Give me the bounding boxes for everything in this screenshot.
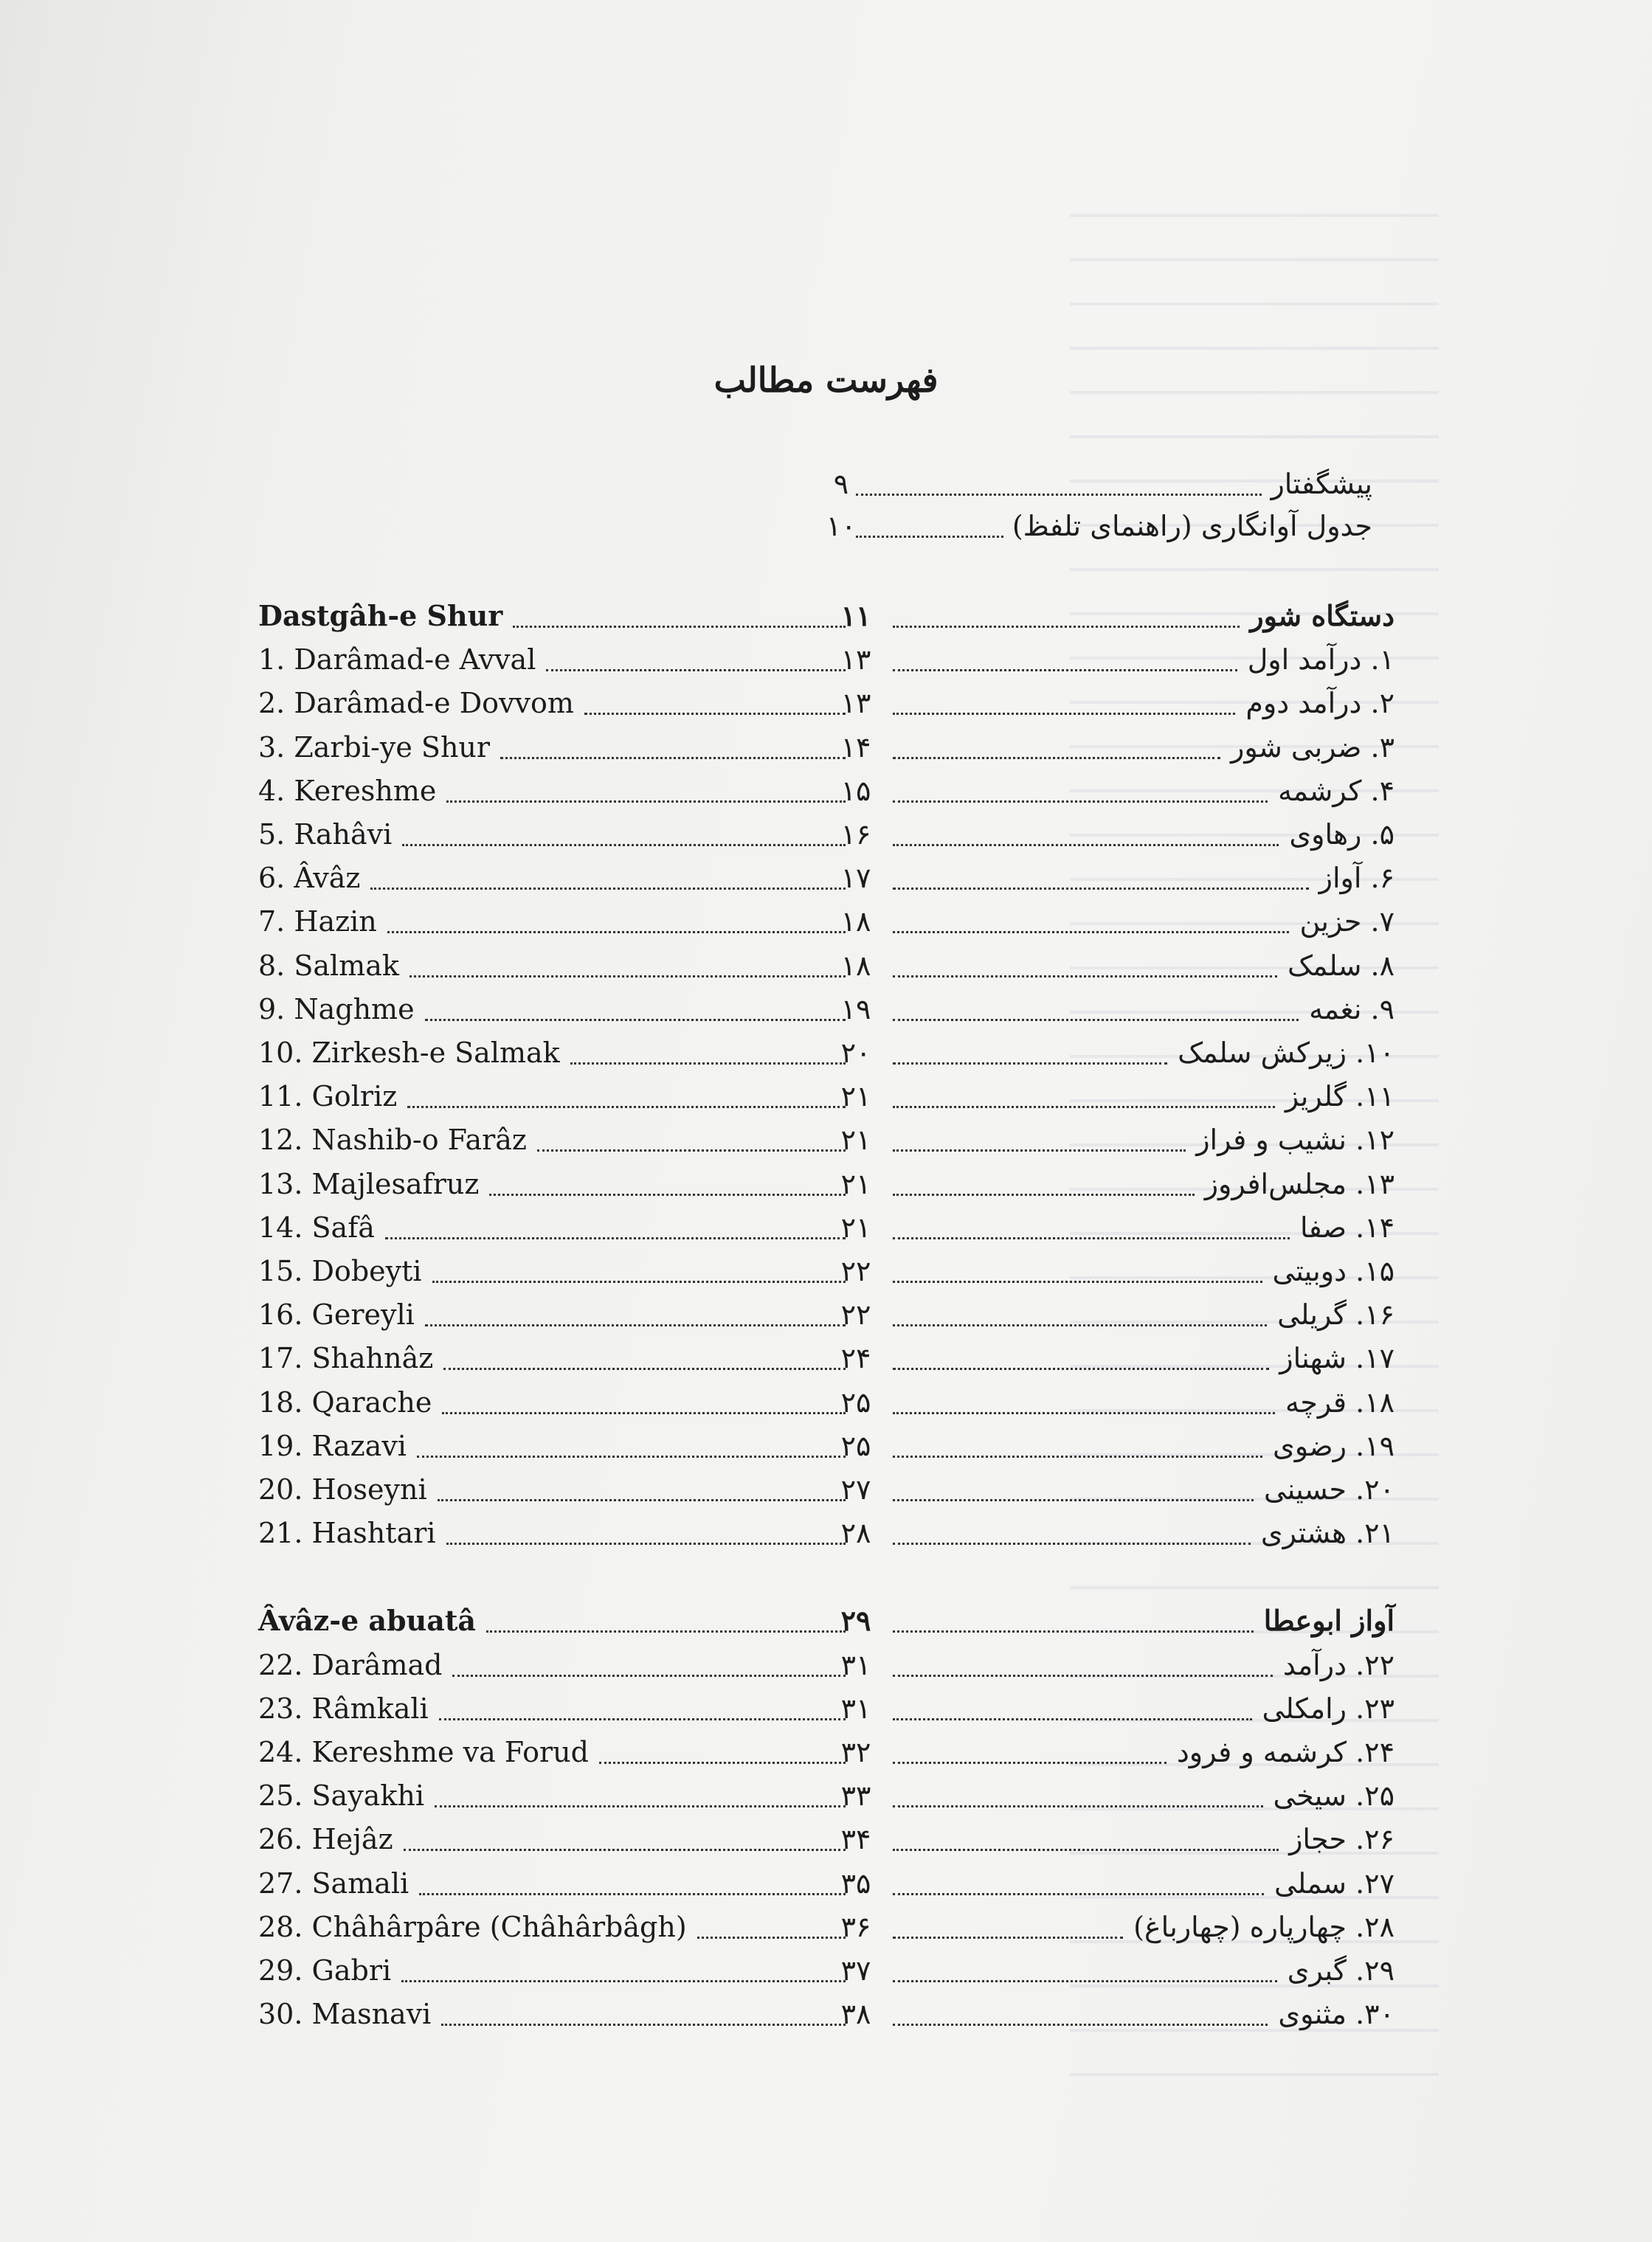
- leader-dots: [385, 1237, 846, 1239]
- persian-entry: [893, 1688, 1394, 1729]
- leader-dots: [443, 1368, 846, 1370]
- persian-title: ۵. رهاوی: [1289, 818, 1394, 851]
- page-number: ۳۵: [840, 1867, 871, 1900]
- latin-entry: [258, 682, 849, 724]
- persian-title: ۲۲. درآمد: [1282, 1649, 1394, 1681]
- latin-title: 21. Hashtari: [258, 1517, 436, 1549]
- leader-dots: [432, 1281, 846, 1283]
- page-number: ۲۰: [840, 1037, 871, 1069]
- page-number: ۲۵: [840, 1386, 871, 1419]
- leader-dots: [893, 626, 1240, 628]
- page-number: ۳۷: [840, 1954, 871, 1987]
- leader-dots: [438, 1499, 846, 1501]
- toc-row-preface: [0, 463, 1652, 505]
- leader-dots: [893, 1937, 1123, 1939]
- persian-entry: [893, 639, 1394, 680]
- toc-row: [0, 1863, 1652, 1904]
- persian-title: ۱۹. رضوی: [1273, 1430, 1394, 1462]
- persian-title: ۱۵. دوبیتی: [1272, 1255, 1394, 1287]
- leader-dots: [446, 800, 846, 803]
- latin-title: 8. Salmak: [258, 949, 399, 982]
- persian-title: ۱۴. صفا: [1299, 1211, 1394, 1244]
- page-number: ۲۱: [840, 1168, 871, 1200]
- latin-entry: [258, 1338, 849, 1379]
- page-number: ۱۵: [840, 775, 871, 807]
- page-number: ۲۱: [840, 1124, 871, 1156]
- persian-title: ۱۶. گریلی: [1277, 1298, 1394, 1331]
- persian-entry: [893, 814, 1394, 855]
- leader-dots: [893, 1893, 1264, 1895]
- latin-entry: [258, 1163, 849, 1205]
- persian-title: ۲۹. گبری: [1287, 1954, 1394, 1987]
- latin-entry: [258, 1819, 849, 1860]
- persian-entry: [893, 1993, 1394, 2035]
- leader-dots: [419, 1893, 846, 1895]
- page-number: ۳۱: [840, 1649, 871, 1681]
- latin-title: 11. Golriz: [258, 1080, 398, 1113]
- toc-row: [0, 1250, 1652, 1292]
- toc-row: [0, 770, 1652, 812]
- persian-title: ۳. ضربی شور: [1231, 731, 1394, 764]
- leader-dots: [513, 626, 846, 628]
- page-number: ۳۴: [840, 1823, 871, 1855]
- latin-entry: [258, 639, 849, 680]
- leader-dots: [893, 800, 1268, 803]
- leader-dots: [435, 1805, 846, 1807]
- leader-dots: [584, 713, 846, 715]
- latin-entry: [258, 989, 849, 1030]
- leader-dots: [893, 1237, 1290, 1239]
- latin-entry: [258, 1425, 849, 1467]
- persian-entry: [893, 1512, 1394, 1554]
- leader-dots: [442, 1412, 846, 1414]
- page-number: ۱۳: [840, 687, 871, 719]
- persian-title: ۱۸. قرچه: [1285, 1386, 1394, 1419]
- persian-entry: [893, 1250, 1394, 1292]
- leader-dots: [893, 1675, 1273, 1677]
- toc-row: [0, 1163, 1652, 1205]
- leader-dots: [370, 888, 846, 890]
- page-number: ۱۹: [840, 993, 871, 1025]
- leader-dots: [893, 1762, 1167, 1764]
- persian-entry: [893, 770, 1394, 812]
- leader-dots: [417, 1456, 846, 1458]
- latin-entry: [258, 857, 849, 899]
- persian-title: ۸. سلمک: [1288, 949, 1394, 982]
- leader-dots: [893, 1324, 1267, 1326]
- latin-title: 16. Gereyli: [258, 1298, 415, 1331]
- leader-dots: [409, 975, 846, 978]
- leader-dots: [893, 1106, 1275, 1108]
- latin-entry: [258, 1382, 849, 1423]
- page-number: ۲۲: [840, 1255, 871, 1287]
- toc-row: [0, 1993, 1652, 2035]
- latin-entry: [258, 1469, 849, 1510]
- toc-row: [0, 1906, 1652, 1948]
- leader-dots: [856, 494, 1262, 496]
- persian-entry: [893, 1294, 1394, 1335]
- persian-title: ۷. حزین: [1299, 905, 1394, 938]
- latin-entry: [258, 901, 849, 942]
- toc-row: [0, 639, 1652, 680]
- toc-row: [0, 1775, 1652, 1816]
- leader-dots: [500, 757, 846, 759]
- leader-dots: [452, 1675, 846, 1677]
- leader-dots: [893, 713, 1235, 715]
- persian-entry: [893, 945, 1394, 986]
- page-title: فهرست مطالب: [713, 360, 939, 400]
- persian-title: ۲۶. حجاز: [1289, 1823, 1394, 1855]
- latin-title: 7. Hazin: [258, 905, 377, 938]
- leader-dots: [856, 536, 1003, 538]
- latin-title: 27. Samali: [258, 1867, 409, 1900]
- toc-row: [0, 1425, 1652, 1467]
- leader-dots: [599, 1762, 846, 1764]
- persian-entry: [856, 463, 1372, 505]
- persian-title: ۹. نغمه: [1309, 993, 1394, 1025]
- persian-entry: [893, 1338, 1394, 1379]
- persian-entry: [893, 1600, 1394, 1641]
- persian-title: ۲۰. حسینی: [1264, 1473, 1394, 1506]
- latin-entry: [258, 945, 849, 986]
- latin-entry: [258, 1032, 849, 1073]
- persian-title: ۴. کرشمه: [1278, 775, 1394, 807]
- persian-entry: [893, 1425, 1394, 1467]
- persian-title: ۲۳. رامکلی: [1262, 1692, 1394, 1725]
- toc-row: [0, 857, 1652, 899]
- page-number: ۱۸: [840, 905, 871, 938]
- page-number: ۱۸: [840, 949, 871, 982]
- toc-row: [0, 1512, 1652, 1554]
- latin-entry: [258, 1993, 849, 2035]
- leader-dots: [893, 844, 1279, 846]
- latin-entry: [258, 1775, 849, 1816]
- leader-dots: [446, 1543, 846, 1545]
- page-number: ۲۷: [840, 1473, 871, 1506]
- latin-title: 25. Sayakhi: [258, 1779, 424, 1812]
- latin-entry: [258, 1644, 849, 1686]
- toc-row: [0, 901, 1652, 942]
- persian-title: جدول آوانگاری (راهنمای تلفظ): [1012, 510, 1372, 542]
- page-number: ۹: [833, 468, 849, 500]
- persian-title: ۱۷. شهناز: [1279, 1342, 1394, 1374]
- leader-dots: [893, 1630, 1254, 1633]
- leader-dots: [893, 1281, 1262, 1283]
- persian-entry: [893, 1469, 1394, 1510]
- persian-title: پیشگفتار: [1271, 468, 1372, 500]
- persian-title: ۱۱. گلریز: [1285, 1080, 1394, 1113]
- latin-entry: [258, 1294, 849, 1335]
- persian-entry: [893, 1076, 1394, 1117]
- page-number: ۱۱: [840, 599, 871, 632]
- latin-title: 12. Nashib-o Farâz: [258, 1124, 527, 1156]
- persian-entry: [893, 1906, 1394, 1948]
- leader-dots: [893, 1019, 1299, 1021]
- page-number: ۳۳: [840, 1779, 871, 1812]
- toc-section-heading: [0, 595, 1652, 637]
- persian-entry: [893, 857, 1394, 899]
- leader-dots: [407, 1106, 846, 1108]
- persian-title: ۲۴. کرشمه و فرود: [1176, 1736, 1394, 1768]
- toc-row: [0, 1382, 1652, 1423]
- leader-dots: [893, 1194, 1195, 1196]
- latin-entry: [258, 770, 849, 812]
- persian-entry: [893, 595, 1394, 637]
- latin-title: 14. Safâ: [258, 1211, 375, 1244]
- page-number: ۲۸: [840, 1517, 871, 1549]
- persian-entry: [893, 901, 1394, 942]
- leader-dots: [537, 1149, 846, 1152]
- persian-entry: [893, 1163, 1394, 1205]
- page-number: ۲۴: [840, 1342, 871, 1374]
- page-number: ۲۲: [840, 1298, 871, 1331]
- latin-title: 28. Châhârpâre (Châhârbâgh): [258, 1911, 687, 1943]
- latin-title: 4. Kereshme: [258, 775, 437, 807]
- toc-row-transliteration-table: [0, 505, 1652, 547]
- leader-dots: [441, 2024, 846, 2026]
- leader-dots: [893, 669, 1237, 671]
- persian-entry: [893, 1644, 1394, 1686]
- persian-entry: [893, 1950, 1394, 1991]
- latin-title: 5. Rahâvi: [258, 818, 393, 851]
- leader-dots: [439, 1718, 846, 1720]
- leader-dots: [893, 1412, 1275, 1414]
- latin-entry: [258, 1076, 849, 1117]
- leader-dots: [425, 1019, 846, 1021]
- persian-entry: [893, 1863, 1394, 1904]
- latin-entry: [258, 1250, 849, 1292]
- persian-title: دستگاه شور: [1250, 599, 1394, 632]
- leader-dots: [893, 1980, 1277, 1982]
- persian-entry: [893, 1819, 1394, 1860]
- persian-title: ۲. درآمد دوم: [1245, 687, 1394, 719]
- persian-title: آواز ابوعطا: [1263, 1604, 1394, 1637]
- persian-title: ۲۵. سیخی: [1273, 1779, 1394, 1812]
- leader-dots: [893, 1368, 1269, 1370]
- latin-title: 20. Hoseyni: [258, 1473, 427, 1506]
- persian-entry: [856, 505, 1372, 547]
- persian-title: ۳۰. مثنوی: [1278, 1998, 1394, 2030]
- persian-title: ۱. درآمد اول: [1247, 643, 1394, 676]
- persian-title: ۲۷. سملی: [1273, 1867, 1394, 1900]
- toc-row: [0, 1819, 1652, 1860]
- leader-dots: [425, 1324, 846, 1326]
- persian-entry: [893, 682, 1394, 724]
- toc-row: [0, 682, 1652, 724]
- leader-dots: [893, 1499, 1254, 1501]
- persian-entry: [893, 1207, 1394, 1248]
- latin-title: 26. Hejâz: [258, 1823, 393, 1855]
- latin-title: 13. Majlesafruz: [258, 1168, 480, 1200]
- persian-entry: [893, 1775, 1394, 1816]
- latin-title: Dastgâh-e Shur: [258, 599, 503, 632]
- toc-row: [0, 814, 1652, 855]
- leader-dots: [546, 669, 846, 671]
- page-number: ۲۵: [840, 1430, 871, 1462]
- latin-title: Âvâz-e abuatâ: [258, 1604, 477, 1637]
- latin-title: 9. Naghme: [258, 993, 415, 1025]
- latin-title: 3. Zarbi-ye Shur: [258, 731, 491, 764]
- persian-title: ۲۱. هشتری: [1260, 1517, 1394, 1549]
- page-number: ۳۲: [840, 1736, 871, 1768]
- latin-title: 6. Âvâz: [258, 862, 361, 894]
- toc-row: [0, 1338, 1652, 1379]
- latin-entry: [258, 1119, 849, 1160]
- leader-dots: [402, 844, 846, 846]
- toc-row: [0, 1119, 1652, 1160]
- latin-title: 24. Kereshme va Forud: [258, 1736, 589, 1768]
- page-number: ۳۱: [840, 1692, 871, 1725]
- leader-dots: [893, 931, 1289, 933]
- latin-entry: [258, 1512, 849, 1554]
- leader-dots: [489, 1194, 846, 1196]
- latin-entry: [258, 1863, 849, 1904]
- persian-title: ۱۰. زیرکش سلمک: [1178, 1037, 1394, 1069]
- latin-entry: [258, 1731, 849, 1773]
- toc-row: [0, 1076, 1652, 1117]
- leader-dots: [893, 1456, 1262, 1458]
- page-number: ۱۶: [840, 818, 871, 851]
- leader-dots: [697, 1937, 846, 1939]
- latin-entry: [258, 814, 849, 855]
- latin-entry: [258, 727, 849, 768]
- toc-row: [0, 1032, 1652, 1073]
- toc-row: [0, 945, 1652, 986]
- latin-title: 17. Shahnâz: [258, 1342, 434, 1374]
- latin-entry: [258, 1600, 849, 1641]
- leader-dots: [893, 888, 1309, 890]
- toc-row: [0, 1644, 1652, 1686]
- persian-title: ۱۲. نشیب و فراز: [1196, 1124, 1394, 1156]
- latin-entry: [258, 1906, 849, 1948]
- persian-title: ۲۸. چهارپاره (چهارباغ): [1133, 1911, 1394, 1943]
- toc-row: [0, 727, 1652, 768]
- latin-title: 23. Râmkali: [258, 1692, 429, 1725]
- latin-entry: [258, 1207, 849, 1248]
- leader-dots: [893, 1543, 1251, 1545]
- persian-entry: [893, 1119, 1394, 1160]
- leader-dots: [486, 1630, 846, 1633]
- latin-title: 1. Darâmad-e Avval: [258, 643, 536, 676]
- page-number: ۱۷: [840, 862, 871, 894]
- persian-entry: [893, 1032, 1394, 1073]
- persian-title: ۶. آواز: [1319, 862, 1394, 894]
- page-number: ۱۰: [826, 510, 857, 542]
- latin-entry: [258, 595, 849, 637]
- leader-dots: [893, 1849, 1279, 1851]
- toc-row: [0, 1294, 1652, 1335]
- page-number: ۳۸: [840, 1998, 871, 2030]
- toc-row: [0, 1950, 1652, 1991]
- toc-row: [0, 989, 1652, 1030]
- persian-entry: [893, 727, 1394, 768]
- page-number: ۳۶: [840, 1911, 871, 1943]
- latin-entry: [258, 1688, 849, 1729]
- persian-entry: [893, 989, 1394, 1030]
- persian-entry: [893, 1382, 1394, 1423]
- page-number: ۲۹: [840, 1604, 871, 1637]
- latin-title: 2. Darâmad-e Dovvom: [258, 687, 574, 719]
- latin-title: 15. Dobeyti: [258, 1255, 422, 1287]
- toc-section-heading: [0, 1600, 1652, 1641]
- page-number: ۲۱: [840, 1080, 871, 1113]
- toc-row: [0, 1469, 1652, 1510]
- latin-title: 22. Darâmad: [258, 1649, 443, 1681]
- toc-row: [0, 1731, 1652, 1773]
- latin-title: 18. Qarache: [258, 1386, 432, 1419]
- page-number: ۲۱: [840, 1211, 871, 1244]
- leader-dots: [387, 931, 846, 933]
- leader-dots: [401, 1980, 846, 1982]
- latin-entry: [258, 1950, 849, 1991]
- leader-dots: [893, 1718, 1252, 1720]
- leader-dots: [404, 1849, 846, 1851]
- leader-dots: [893, 757, 1220, 759]
- latin-title: 10. Zirkesh-e Salmak: [258, 1037, 560, 1069]
- leader-dots: [893, 1805, 1263, 1807]
- toc-row: [0, 1688, 1652, 1729]
- leader-dots: [893, 975, 1277, 978]
- latin-title: 30. Masnavi: [258, 1998, 432, 2030]
- persian-entry: [893, 1731, 1394, 1773]
- latin-title: 19. Razavi: [258, 1430, 407, 1462]
- persian-title: ۱۳. مجلس‌افروز: [1204, 1168, 1394, 1200]
- toc-row: [0, 1207, 1652, 1248]
- page-number: ۱۴: [840, 731, 871, 764]
- leader-dots: [893, 2024, 1268, 2026]
- leader-dots: [570, 1062, 846, 1065]
- leader-dots: [893, 1149, 1186, 1152]
- leader-dots: [893, 1062, 1167, 1065]
- page-number: ۱۳: [840, 643, 871, 676]
- latin-title: 29. Gabri: [258, 1954, 392, 1987]
